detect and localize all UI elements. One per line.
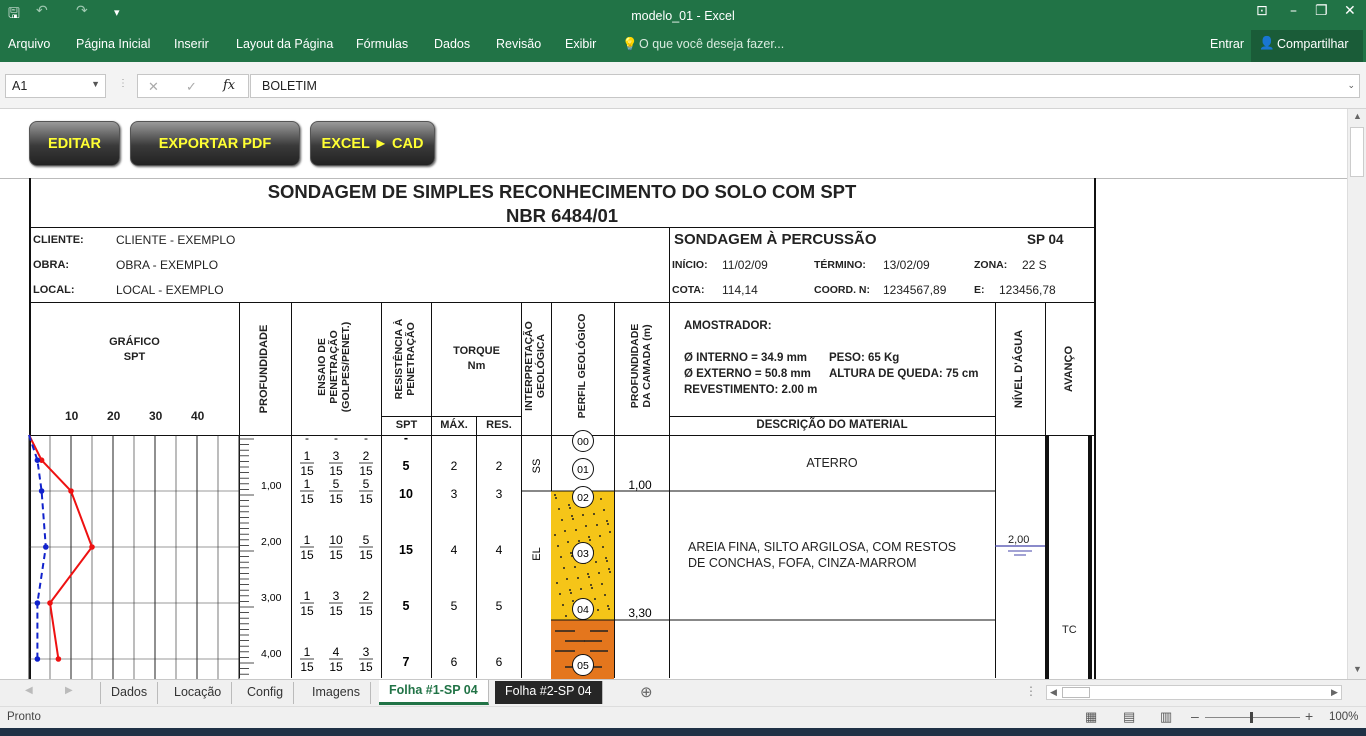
- avanco-bar: [1088, 435, 1092, 679]
- penetration-cm: 15: [359, 548, 373, 562]
- penetration-cm: 15: [359, 492, 373, 506]
- sand-dot: [589, 539, 591, 541]
- axis-tick: 30: [149, 409, 163, 423]
- blow-count: 3: [332, 589, 340, 603]
- sand-dot: [554, 534, 556, 536]
- blow-count: 2: [362, 449, 370, 463]
- sample-number: 00: [577, 436, 589, 448]
- scroll-thumb[interactable]: [1350, 127, 1364, 177]
- export-pdf-button[interactable]: EXPORTAR PDF: [130, 121, 300, 166]
- sand-dot: [580, 588, 582, 590]
- blow-count: 4: [332, 645, 340, 659]
- sand-dot: [602, 546, 604, 548]
- close-icon[interactable]: ✕: [1344, 3, 1356, 19]
- depth-label: 4,00: [261, 648, 282, 660]
- sheet-tab-folha1[interactable]: Folha #1-SP 04: [379, 680, 489, 705]
- status-text: Pronto: [7, 711, 41, 723]
- res-header: RES.: [486, 419, 512, 431]
- axis-tick: 40: [191, 409, 205, 423]
- sand-dot: [568, 504, 570, 506]
- sand-dot: [594, 598, 596, 600]
- torque-res-value: 6: [495, 655, 503, 669]
- diametro-interno: Ø INTERNO = 34.9 mm: [684, 352, 808, 364]
- depth-label: 3,00: [261, 592, 282, 604]
- blow-count: 1: [303, 589, 311, 603]
- blow-count: -: [305, 431, 309, 445]
- sand-dot: [558, 508, 560, 510]
- next-sheet-icon[interactable]: ▶: [65, 685, 73, 696]
- amostrador-label: AMOSTRADOR:: [684, 320, 772, 332]
- layer-depth: 3,30: [628, 606, 652, 620]
- sand-dot: [609, 571, 611, 573]
- confirm-icon[interactable]: ✓: [186, 79, 197, 94]
- add-sheet-icon[interactable]: ⊕: [640, 684, 653, 701]
- sand-dot: [564, 530, 566, 532]
- sand-dot: [570, 592, 572, 594]
- blow-count: 3: [332, 449, 340, 463]
- spt-point: [47, 600, 53, 606]
- layer-depth: 1,00: [628, 478, 652, 492]
- local-value: LOCAL - EXEMPLO: [116, 283, 224, 297]
- zoom-out-icon[interactable]: –: [1191, 708, 1199, 724]
- blow-count: 5: [332, 477, 340, 491]
- sand-dot: [590, 584, 592, 586]
- signin-link[interactable]: Entrar: [1210, 37, 1245, 51]
- report-subtitle: NBR 6484/01: [505, 205, 619, 226]
- sand-dot: [603, 509, 605, 511]
- share-label: Compartilhar: [1277, 37, 1349, 51]
- cliente-value: CLIENTE - EXEMPLO: [116, 233, 236, 247]
- cancel-icon[interactable]: ✕: [148, 79, 159, 94]
- person-icon: 👤: [1259, 36, 1275, 50]
- penetration-cm: 15: [329, 464, 343, 478]
- peso: PESO: 65 Kg: [829, 352, 900, 364]
- sample-number: 04: [577, 604, 589, 616]
- sand-dot: [606, 520, 608, 522]
- sand-dot: [560, 556, 562, 558]
- zoom-slider-thumb[interactable]: [1250, 712, 1253, 723]
- ribbon-display-icon[interactable]: ⊡: [1256, 3, 1268, 19]
- depth-label: 2,00: [261, 536, 282, 548]
- torque-res-value: 3: [495, 487, 503, 501]
- sand-dot: [587, 573, 589, 575]
- tab-pagina-inicial[interactable]: Página Inicial: [76, 37, 151, 51]
- ribbon-tabs: [0, 30, 1366, 62]
- tab-inserir[interactable]: Inserir: [174, 37, 209, 51]
- tab-arquivo[interactable]: Arquivo: [8, 37, 51, 51]
- interpretacao-header: INTERPRETAÇÃO GEOLÓGICA: [523, 321, 547, 411]
- spt-header: SPT: [395, 419, 418, 431]
- chevron-down-icon[interactable]: ▼: [91, 79, 100, 89]
- grafico-header: GRÁFICO SPT: [109, 336, 160, 363]
- sand-dot: [567, 541, 569, 543]
- torque-point: [39, 488, 45, 494]
- sand-dot: [565, 615, 567, 617]
- undo-icon[interactable]: ↶: [36, 3, 48, 19]
- sand-dot: [556, 582, 558, 584]
- avanco-bar: [1045, 435, 1049, 679]
- tab-formulas[interactable]: Fórmulas: [356, 37, 409, 51]
- zoom-in-icon[interactable]: +: [1305, 708, 1314, 724]
- sand-dot: [575, 529, 577, 531]
- blow-count: 3: [362, 645, 370, 659]
- formula-bar: [0, 62, 1366, 109]
- scroll-down-icon[interactable]: ▼: [1353, 664, 1362, 674]
- revestimento: REVESTIMENTO: 2.00 m: [684, 384, 818, 396]
- cota-label: COTA:: [672, 284, 705, 296]
- sand-dot: [572, 518, 574, 520]
- sand-dot: [582, 514, 584, 516]
- survey-type: SONDAGEM À PERCUSSÃO: [674, 231, 877, 248]
- resistencia-header: RESISTÊNCIA À PENETRAÇÃO: [393, 318, 417, 400]
- nivel-agua-header: NÍVEL D'ÁGUA: [1013, 329, 1025, 409]
- inicio-value: 11/02/09: [722, 258, 768, 272]
- axis-tick: 10: [65, 409, 79, 423]
- tab-layout[interactable]: Layout da Página: [236, 37, 334, 51]
- cliente-label: CLIENTE:: [33, 234, 84, 246]
- sand-dot: [600, 498, 602, 500]
- scroll-right-icon[interactable]: ▶: [1331, 687, 1338, 697]
- spt-value: 7: [402, 655, 410, 669]
- torque-max-value: 4: [450, 543, 458, 557]
- diametro-externo: Ø EXTERNO = 50.8 mm: [684, 368, 811, 380]
- profundidade-header: PROFUNDIDADE: [258, 324, 270, 414]
- sand-dot: [608, 608, 610, 610]
- tab-exibir[interactable]: Exibir: [565, 37, 597, 51]
- termino-value: 13/02/09: [883, 258, 930, 272]
- survey-code: SP 04: [1027, 232, 1064, 247]
- more-icon: ⋮: [118, 78, 128, 89]
- penetration-cm: 15: [300, 492, 314, 506]
- sheet-tab-config[interactable]: Config: [237, 682, 294, 704]
- sand-dot: [597, 609, 599, 611]
- sand-dot: [593, 513, 595, 515]
- penetration-cm: 15: [300, 464, 314, 478]
- customize-qat-icon[interactable]: ▾: [114, 6, 120, 19]
- windows-taskbar: [0, 728, 1366, 736]
- normal-view-icon[interactable]: ▦: [1085, 709, 1098, 724]
- e-label: E:: [974, 284, 985, 296]
- coordn-label: COORD. N:: [814, 284, 870, 296]
- sample-number: 03: [577, 548, 589, 560]
- expand-formula-icon[interactable]: ⌄: [1347, 80, 1355, 90]
- minimize-icon[interactable]: –: [1290, 3, 1297, 19]
- penetration-cm: 15: [359, 604, 373, 618]
- tab-revisao[interactable]: Revisão: [496, 37, 542, 51]
- share-button[interactable]: [1251, 30, 1363, 62]
- cota-value: 114,14: [722, 283, 758, 297]
- sample-number: 02: [577, 492, 589, 504]
- sand-dot: [555, 497, 557, 499]
- sheet-tab-dados[interactable]: Dados: [100, 682, 158, 704]
- spt-value: 10: [399, 487, 413, 501]
- title-bar: [0, 0, 1366, 30]
- interp-el: EL: [531, 547, 543, 561]
- e-value: 123456,78: [999, 283, 1056, 297]
- penetration-cm: 15: [329, 604, 343, 618]
- sand-dot: [577, 577, 579, 579]
- sand-dot: [599, 535, 601, 537]
- penetration-cm: 15: [329, 548, 343, 562]
- perfil-header: PERFIL GEOLÓGICO: [576, 313, 588, 419]
- sand-dot: [557, 545, 559, 547]
- sand-dot: [559, 593, 561, 595]
- excel-cad-button[interactable]: EXCEL ► CAD: [310, 121, 435, 166]
- sand-dot: [569, 507, 571, 509]
- formula-input[interactable]: [250, 74, 1360, 98]
- sheet-tab-imagens[interactable]: Imagens: [302, 682, 371, 704]
- zona-label: ZONA:: [974, 259, 1008, 271]
- spt-point: [56, 656, 62, 662]
- ensaio-header: ENSAIO DE PENETRAÇÃO (GOLPES/PENET.): [316, 321, 352, 413]
- torque-max-value: 2: [450, 459, 458, 473]
- torque-point: [35, 600, 41, 606]
- sand-dot: [585, 525, 587, 527]
- sand-dot: [591, 587, 593, 589]
- sand-dot: [588, 536, 590, 538]
- penetration-cm: 15: [300, 660, 314, 674]
- max-header: MÁX.: [440, 419, 468, 431]
- restore-icon[interactable]: ❐: [1315, 3, 1328, 19]
- sand-dot: [562, 604, 564, 606]
- termino-label: TÉRMINO:: [814, 259, 866, 271]
- water-level: 2,00: [1008, 534, 1030, 546]
- sand-dot: [607, 523, 609, 525]
- sand-dot: [596, 524, 598, 526]
- lightbulb-icon: 💡: [622, 37, 638, 51]
- scroll-left-icon[interactable]: ◀: [1050, 687, 1057, 697]
- sand-dot: [569, 589, 571, 591]
- spt-value: -: [403, 431, 409, 445]
- spt-profile-drawing: [0, 109, 1347, 679]
- tab-dados[interactable]: Dados: [434, 37, 471, 51]
- torque-point: [35, 656, 41, 662]
- sand-dot: [604, 594, 606, 596]
- sand-dot: [561, 519, 563, 521]
- redo-icon[interactable]: ↷: [76, 3, 88, 19]
- penetration-cm: 15: [359, 464, 373, 478]
- blow-count: 10: [329, 533, 343, 547]
- sand-dot: [566, 578, 568, 580]
- sand-dot: [601, 583, 603, 585]
- blow-count: 1: [303, 533, 311, 547]
- sand-dot: [570, 552, 572, 554]
- sand-dot: [608, 568, 610, 570]
- name-box[interactable]: [5, 74, 106, 98]
- sand-dot: [578, 540, 580, 542]
- blow-count: 1: [303, 449, 311, 463]
- obra-label: OBRA:: [33, 259, 70, 271]
- more-icon: ⋮: [1025, 684, 1037, 698]
- save-icon[interactable]: 🖫: [8, 6, 20, 22]
- hscroll-thumb[interactable]: [1062, 687, 1090, 698]
- axis-tick: 20: [107, 409, 121, 423]
- window-title: modelo_01 - Excel: [631, 9, 735, 23]
- torque-point: [35, 457, 41, 463]
- formula-value: BOLETIM: [262, 79, 317, 93]
- edit-button[interactable]: EDITAR: [29, 121, 120, 166]
- spt-value: 5: [402, 599, 410, 613]
- torque-res-value: 5: [495, 599, 503, 613]
- sheet-tab-locacao[interactable]: Locação: [164, 682, 232, 704]
- formula-buttons: [137, 74, 249, 98]
- spt-point: [89, 544, 95, 550]
- penetration-cm: 15: [300, 548, 314, 562]
- blow-count: 5: [362, 533, 370, 547]
- sand-dot: [571, 515, 573, 517]
- depth-label: 1,00: [261, 480, 282, 492]
- descricao-header: DESCRIÇÃO DO MATERIAL: [756, 419, 908, 431]
- spt-point: [68, 488, 74, 494]
- sample-number: 05: [577, 660, 589, 672]
- sand-dot: [588, 576, 590, 578]
- sand-dot: [609, 531, 611, 533]
- blow-count: -: [334, 431, 338, 445]
- material-desc-1: ATERRO: [806, 456, 858, 470]
- sand-dot: [572, 600, 574, 602]
- torque-max-value: 6: [450, 655, 458, 669]
- status-bar: [0, 706, 1366, 728]
- sand-dot: [574, 566, 576, 568]
- blow-count: -: [364, 431, 368, 445]
- penetration-cm: 15: [359, 660, 373, 674]
- torque-max-value: 3: [450, 487, 458, 501]
- blow-count: 1: [303, 477, 311, 491]
- penetration-cm: 15: [329, 492, 343, 506]
- sand-dot: [607, 605, 609, 607]
- sample-number: 01: [577, 464, 589, 476]
- sand-dot: [563, 567, 565, 569]
- penetration-cm: 15: [329, 660, 343, 674]
- altura-queda: ALTURA DE QUEDA: 75 cm: [829, 368, 979, 380]
- torque-res-value: 2: [495, 459, 503, 473]
- page-break-icon[interactable]: ▥: [1160, 709, 1173, 724]
- vertical-scrollbar[interactable]: [1347, 109, 1366, 679]
- sand-dot: [606, 560, 608, 562]
- blow-count: 2: [362, 589, 370, 603]
- zona-value: 22 S: [1022, 258, 1047, 272]
- sheet-tab-bar: [0, 679, 1366, 706]
- report-title: SONDAGEM DE SIMPLES RECONHECIMENTO DO SOLO COM SPT: [267, 181, 857, 202]
- tell-me-search[interactable]: O que você deseja fazer...: [639, 37, 785, 51]
- avanco-header: AVANÇO: [1063, 345, 1075, 393]
- penetration-cm: 15: [300, 604, 314, 618]
- avanco-value: TC: [1062, 624, 1077, 636]
- sand-dot: [605, 557, 607, 559]
- blow-count: 5: [362, 477, 370, 491]
- material-desc-2: AREIA FINA, SILTO ARGILOSA, COM RESTOS DE CONCHAS, FOFA, CINZA-MARROM: [688, 540, 957, 570]
- sand-dot: [554, 494, 556, 496]
- worksheet[interactable]: [0, 109, 1347, 679]
- prev-sheet-icon[interactable]: ◀: [25, 685, 33, 696]
- function-icon[interactable]: fx: [223, 78, 236, 93]
- sand-dot: [598, 572, 600, 574]
- horizontal-scrollbar[interactable]: [1046, 685, 1342, 700]
- page-layout-icon[interactable]: ▤: [1123, 709, 1136, 724]
- blow-count: 1: [303, 645, 311, 659]
- torque-max-value: 5: [450, 599, 458, 613]
- interp-ss: SS: [531, 458, 543, 474]
- spt-value: 15: [399, 543, 413, 557]
- zoom-level[interactable]: 100%: [1329, 711, 1359, 723]
- spt-value: 5: [402, 459, 410, 473]
- sand-dot: [595, 561, 597, 563]
- torque-point: [43, 544, 49, 550]
- inicio-label: INÍCIO:: [672, 259, 708, 271]
- obra-value: OBRA - EXEMPLO: [116, 258, 219, 272]
- coordn-value: 1234567,89: [883, 283, 947, 297]
- torque-res-value: 4: [495, 543, 503, 557]
- profundidade-camada-header: PROFUNDIDADE DA CAMADA (m): [629, 323, 653, 409]
- name-box-value: A1: [12, 79, 28, 93]
- torque-header: TORQUE Nm: [453, 345, 500, 372]
- scroll-up-icon[interactable]: ▲: [1353, 111, 1362, 121]
- sheet-tab-folha2[interactable]: Folha #2-SP 04: [495, 681, 603, 704]
- local-label: LOCAL:: [33, 284, 75, 296]
